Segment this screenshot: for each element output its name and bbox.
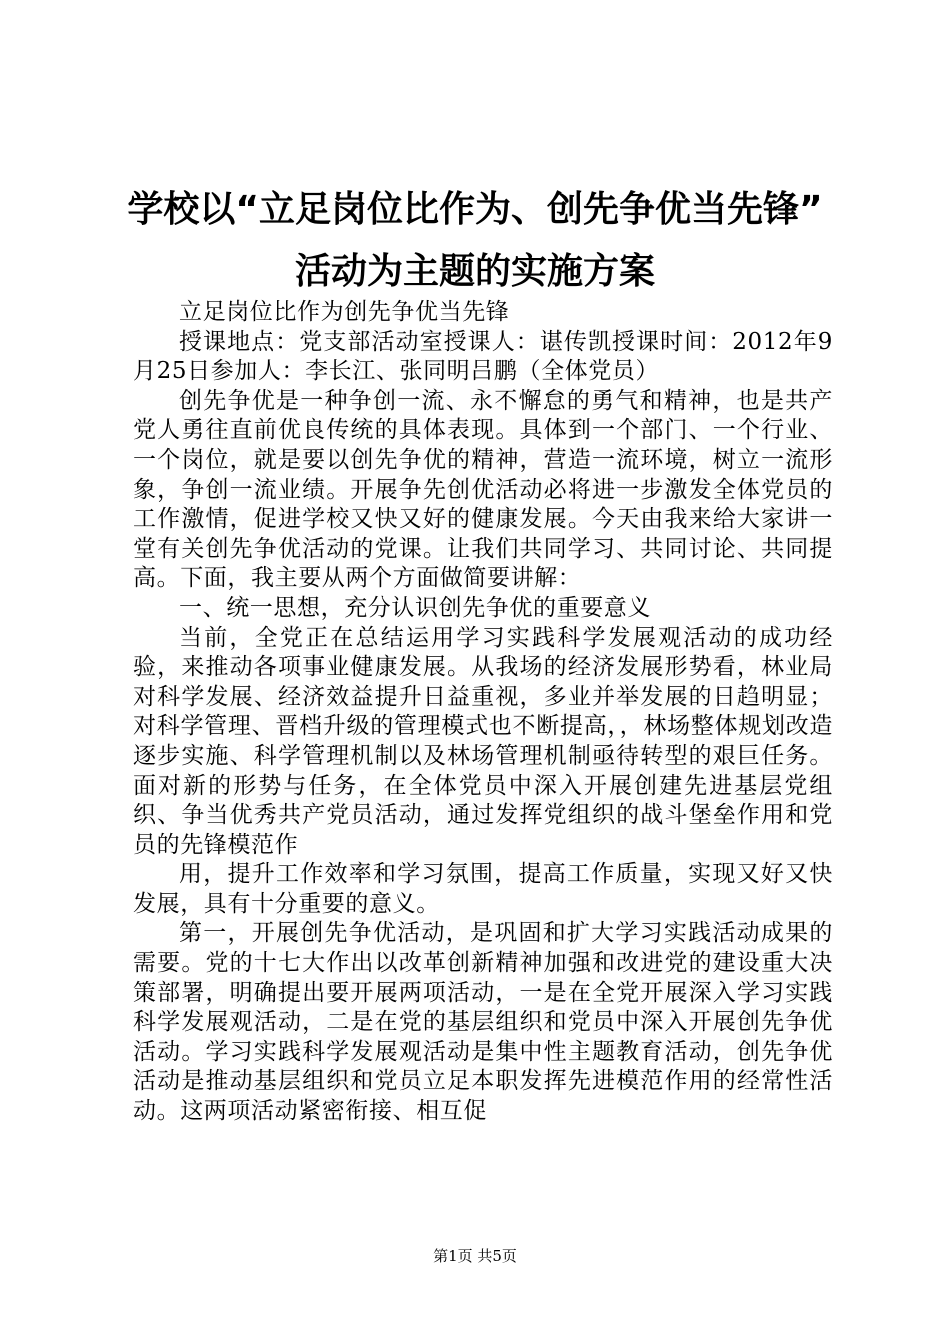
paragraph-subtitle: 立足岗位比作为创先争优当先锋 <box>179 299 510 325</box>
paragraph-first-point: 第一，开展创先争优活动，是巩固和扩大学习实践活动成果的需要。党的十七大作出以改革创新精神加强和改进党的建设重大决策部署，明确提出要开展两项活动，一是在全党开展深入学习实践科学发展观活动，二是在党的基层组织和党员中深入开展创先争优活动。学习实践科学发展观活动是集中性主题教育活动，创先争优活动是推动基层组织和党员立足本职发挥先进模范作用的经常性活动。这两项活动紧密衔接、相互促 <box>133 920 833 1125</box>
paragraph-lecture-info: 授课地点：党支部活动室授课人：谌传凯授课时间：2012年9月25日参加人：李长江、张同明吕鹏（全体党员） <box>133 328 833 385</box>
section-heading-1: 一、统一思想，充分认识创先争优的重要意义 <box>179 594 651 621</box>
page-number-footer: 第1页 共5页 <box>433 1247 517 1265</box>
document-body <box>133 298 833 1127</box>
document-title-line-2: 活动为主题的实施方案 <box>294 251 655 292</box>
paragraph-intro: 创先争优是一种争创一流、永不懈怠的勇气和精神，也是共产党人勇往直前优良传统的具体表现。具体到一个部门、一个行业、一个岗位，就是要以创先争优的精神，营造一流环境，树立一流形象，争创一流业绩。开展争先创优活动必将进一步激发全体党员的工作激情，促进学校又快又好的健康发展。今天由我来给大家讲一堂有关创先争优活动的党课。让我们共同学习、共同讨论、共同提高。下面，我主要从两个方面做简要讲解： <box>133 387 833 592</box>
document-title-line-1: 学校以“立足岗位比作为、创先争优当先锋” <box>127 189 823 230</box>
paragraph-continuation: 用，提升工作效率和学习氛围，提高工作质量，实现又好又快发展，具有十分重要的意义。 <box>133 861 833 917</box>
paragraph-current-situation: 当前，全党正在总结运用学习实践科学发展观活动的成功经验，来推动各项事业健康发展。从我场的经济发展形势看，林业局对科学发展、经济效益提升日益重视，多业并举发展的日趋明显；对科学管理、晋档升级的管理模式也不断提高，，林场整体规划改造逐步实施、科学管理机制以及林场管理机制亟待转型的艰巨任务。面对新的形势与任务，在全体党员中深入开展创建先进基层党组织、争当优秀共产党员活动，通过发挥党组织的战斗堡垒作用和党员的先锋模范作 <box>133 624 833 858</box>
